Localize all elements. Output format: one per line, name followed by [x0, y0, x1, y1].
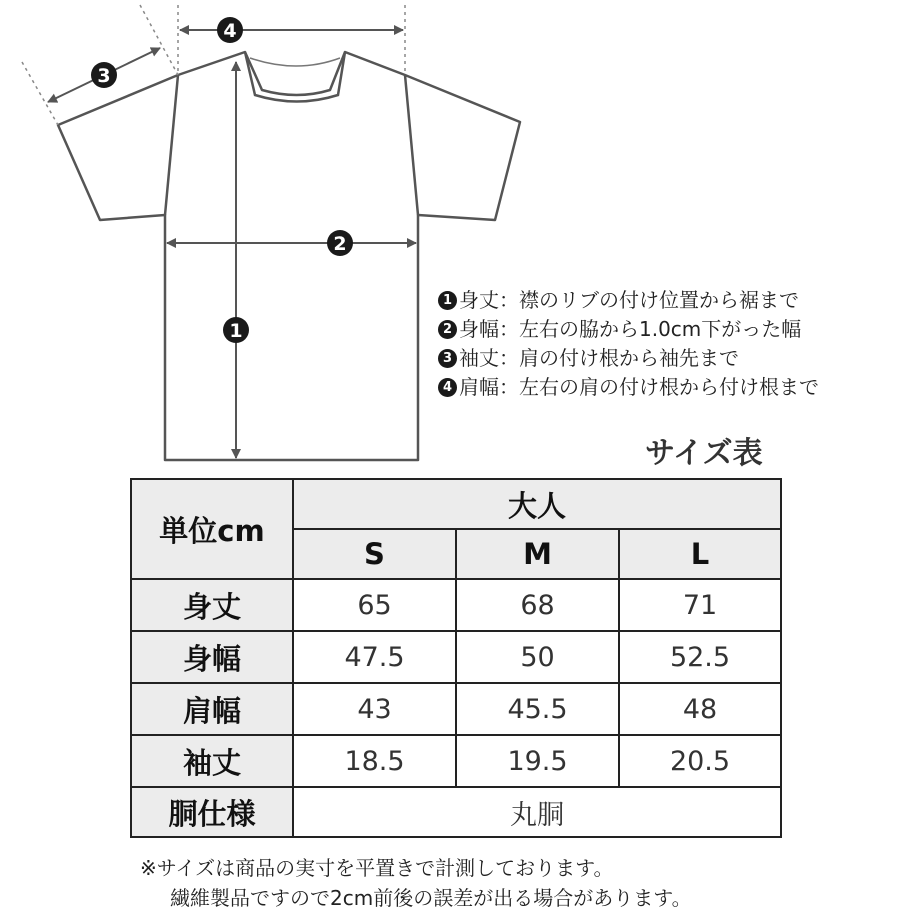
table-row — [131, 631, 781, 683]
legend-item-shoulder-width — [438, 373, 819, 402]
legend-number: 4 — [438, 378, 457, 397]
table-cell: 43 — [293, 683, 456, 735]
table-cell: 18.5 — [293, 735, 456, 787]
legend-number: 2 — [438, 320, 457, 339]
row-label: 胴仕様 — [131, 787, 293, 837]
sleeve-guide-top — [140, 5, 178, 75]
table-cell: 19.5 — [456, 735, 619, 787]
row-label: 身幅 — [131, 631, 293, 683]
measurement-legend — [438, 286, 819, 402]
legend-item-body-width — [438, 315, 819, 344]
legend-text: 袖丈：肩の付け根から袖先まで — [459, 346, 739, 370]
marker-4 — [217, 17, 243, 43]
legend-number: 3 — [438, 349, 457, 368]
unit-label-cell: 単位cm — [131, 479, 293, 579]
table-cell: 50 — [456, 631, 619, 683]
table-cell: 65 — [293, 579, 456, 631]
legend-text: 身丈：襟のリブの付け位置から裾まで — [459, 288, 799, 312]
row-label: 袖丈 — [131, 735, 293, 787]
svg-text:3: 3 — [97, 65, 111, 87]
legend-text: 肩幅：左右の肩の付け根から付け根まで — [459, 375, 819, 399]
size-header-l: L — [619, 529, 781, 579]
size-table-title: サイズ表 — [645, 436, 763, 471]
size-header-m: M — [456, 529, 619, 579]
note-measurement: ※サイズは商品の実寸を平置きで計測しております。 — [140, 856, 614, 880]
table-row — [131, 787, 781, 837]
table-cell: 68 — [456, 579, 619, 631]
legend-number: 1 — [438, 291, 457, 310]
collar-seam — [250, 58, 340, 66]
row-label: 身丈 — [131, 579, 293, 631]
row-label: 肩幅 — [131, 683, 293, 735]
sleeve-guide-bottom — [22, 62, 58, 125]
legend-item-sleeve-length — [438, 344, 819, 373]
table-cell: 45.5 — [456, 683, 619, 735]
table-cell: 20.5 — [619, 735, 781, 787]
group-label-cell: 大人 — [293, 479, 781, 529]
svg-text:1: 1 — [229, 320, 243, 342]
marker-3 — [91, 62, 117, 88]
size-table — [130, 478, 782, 838]
table-cell: 47.5 — [293, 631, 456, 683]
size-header-s: S — [293, 529, 456, 579]
legend-text: 身幅：左右の脇から1.0cm下がった幅 — [459, 317, 802, 341]
svg-text:2: 2 — [333, 233, 347, 255]
legend-item-body-length — [438, 286, 819, 315]
svg-text:4: 4 — [223, 20, 237, 42]
table-cell: 71 — [619, 579, 781, 631]
table-cell: 52.5 — [619, 631, 781, 683]
table-row — [131, 683, 781, 735]
table-row — [131, 579, 781, 631]
marker-1 — [223, 317, 249, 343]
table-cell: 48 — [619, 683, 781, 735]
table-row — [131, 735, 781, 787]
body-type-cell: 丸胴 — [293, 787, 781, 837]
note-tolerance: 繊維製品ですので2cm前後の誤差が出る場合があります。 — [170, 886, 692, 910]
marker-2 — [327, 230, 353, 256]
